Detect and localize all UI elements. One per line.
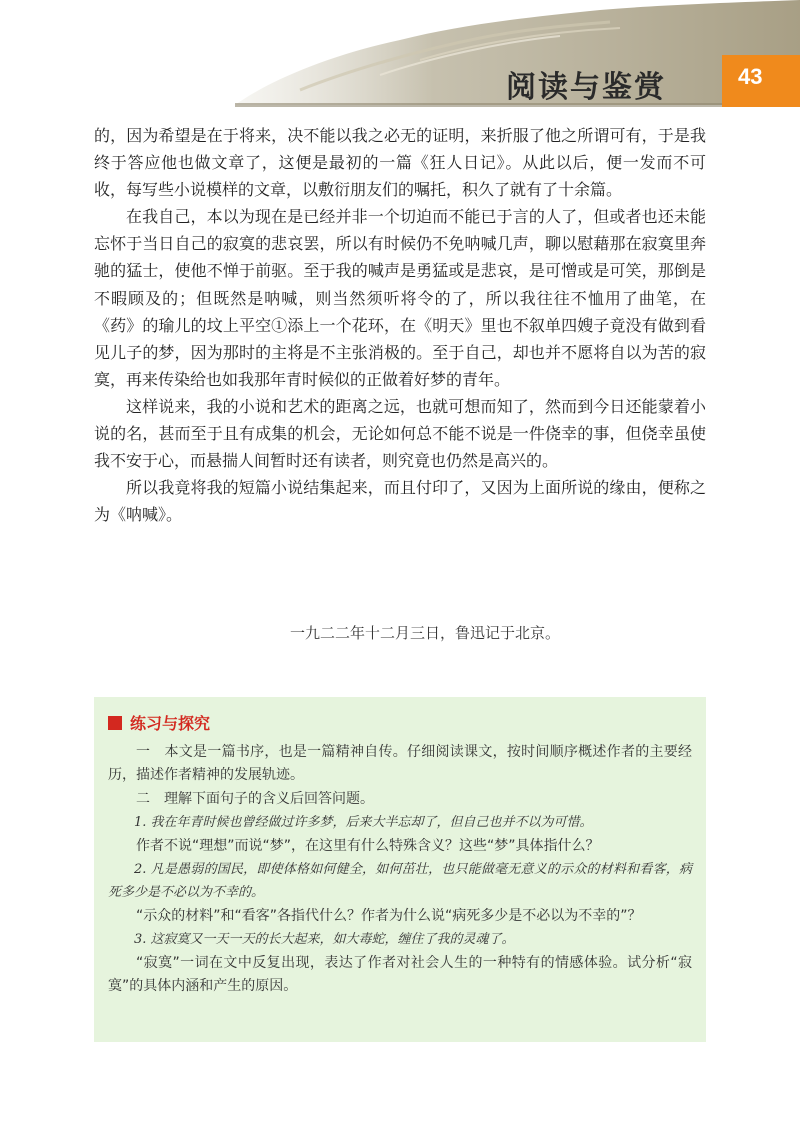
page-number: 43: [738, 64, 763, 89]
exercise-body: [108, 741, 692, 998]
section-title: 阅读与鉴赏: [506, 70, 666, 105]
paragraph-3: 这样说来，我的小说和艺术的距离之远，也就可想而知了，然而到今日还能蒙着小说的名，甚而至于且有成集的机会，无论如何总不能不说是一件侥幸的事，但侥幸虽使我不安于心，而悬揣人间暂时还有读者，则究竟也仍然是高兴的。: [94, 396, 706, 471]
sentence-3: 3. 这寂寞又一天一天的长大起来，如大毒蛇，缠住了我的灵魂了。: [134, 932, 515, 948]
paragraph-4: 所以我竟将我的短篇小说结集起来，而且付印了，又因为上面所说的缘由，便称之为《呐喊》。: [94, 478, 706, 525]
question-2: 二 理解下面句子的含义后回答问题。: [136, 790, 374, 807]
paragraph-2: 在我自己，本以为现在是已经并非一个切迫而不能已于言的人了，但或者也还未能忘怀于当日自己的寂寞的悲哀罢，所以有时候仍不免呐喊几声，聊以慰藉那在寂寞里奔驰的猛士，使他不惮于前驱。至于我的喊声是勇猛或是悲哀，是可憎或是可笑，那倒是不暇顾及的；但既然是呐喊，则当然须听将令的了，所以我往往不恤用了曲笔，在《药》的瑜儿的坟上平空①添上一个花环，在《明天》里也不叙单四嫂子竟没有做到看见儿子的梦，因为那时的主将是不主张消极的。至于自己，却也并不愿将自以为苦的寂寞，再来传染给也如我那年青时候似的正做着好梦的青年。: [94, 207, 706, 389]
sentence-1: 1. 我在年青时候也曾经做过许多梦，后来大半忘却了，但自己也并不以为可惜。: [134, 815, 593, 831]
sentence-2-question: “示众的材料”和“看客”各指代什么？作者为什么说“病死多少是不必以为不幸的”？: [136, 907, 642, 924]
sentence-1-question: 作者不说“理想”而说“梦”，在这里有什么特殊含义？这些“梦”具体指什么？: [136, 837, 600, 854]
exercise-box: [94, 697, 706, 1042]
essay-body: [94, 122, 706, 528]
ink-wash-decoration: [0, 0, 800, 110]
exercise-title: 练习与探究: [130, 714, 211, 733]
sentence-3-question: “寂寞”一词在文中反复出现，表达了作者对社会人生的一种特有的情感体验。试分析“寂寞”的具体内涵和产生的原因。: [108, 954, 692, 995]
exercise-heading: [108, 711, 210, 734]
page-header: [0, 0, 800, 110]
sentence-2: 2. 凡是愚弱的国民，即使体格如何健全，如何茁壮，也只能做毫无意义的示众的材料和看客，病死多少是不必以为不幸的。: [108, 862, 692, 901]
question-1: 一 本文是一篇书序，也是一篇精神自传。仔细阅读课文，按时间顺序概述作者的主要经历，描述作者精神的发展轨迹。: [108, 744, 692, 784]
signature-line: 一九二二年十二月三日，鲁迅记于北京。: [290, 624, 561, 642]
red-square-icon: [108, 716, 122, 730]
paragraph-1: 的，因为希望是在于将来，决不能以我之必无的证明，来折服了他之所谓可有，于是我终于答应他也做文章了，这便是最初的一篇《狂人日记》。从此以后，便一发而不可收，每写些小说模样的文章，以敷衍朋友们的嘱托，积久了就有了十余篇。: [94, 126, 706, 200]
